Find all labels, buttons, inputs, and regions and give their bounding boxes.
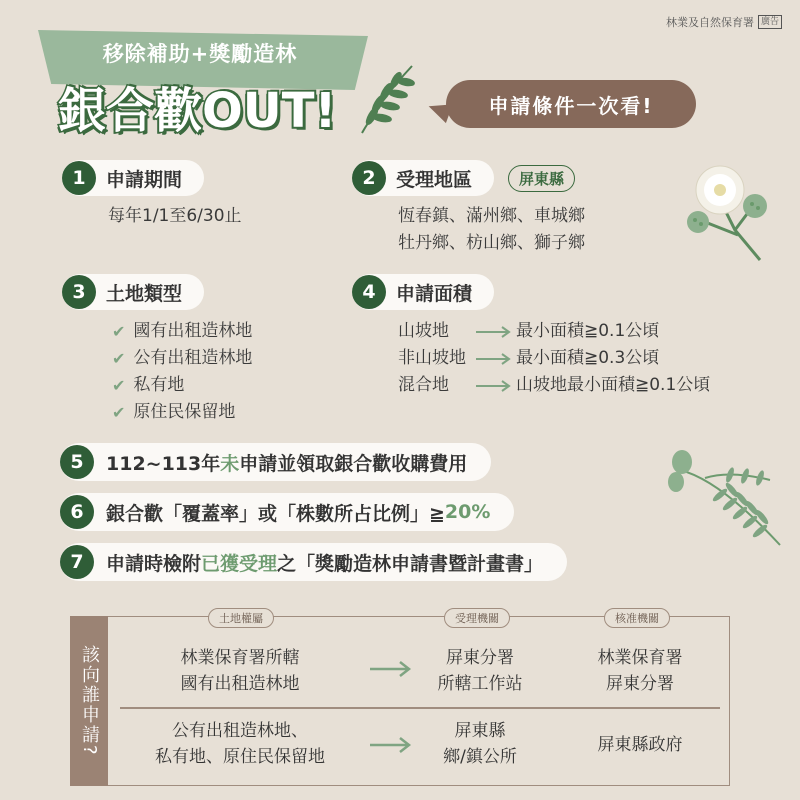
- column-header: 受理機關: [444, 608, 510, 628]
- section-number: 1: [62, 161, 96, 195]
- owner-cell: 林業保育署所轄 國有出租造林地: [180, 648, 300, 694]
- check-icon: ✔: [112, 349, 126, 368]
- list-item: ✔ 原住民保留地: [112, 399, 252, 426]
- arrow-right-icon: [476, 380, 512, 392]
- approve-cell: 屏東縣政府: [597, 735, 683, 755]
- service-areas: [398, 203, 585, 257]
- section-4-header: [352, 274, 494, 310]
- area-line: 恆春鎮、滿州鄉、車城鄉: [398, 206, 585, 226]
- list-item: ✔ 私有地: [112, 372, 252, 399]
- column-header: 土地權屬: [208, 608, 274, 628]
- speech-bubble: 申請條件一次看!: [446, 80, 696, 128]
- agency-label: [666, 14, 782, 30]
- approve-cell: 林業保育署 屏東分署: [597, 648, 683, 694]
- agency-name: 林業及自然保育署: [665, 16, 754, 29]
- subtitle: 移除補助+獎勵造林: [102, 42, 298, 66]
- list-item: ✔ 公有出租造林地: [112, 345, 252, 372]
- area-line: 牡丹鄉、枋山鄉、獅子鄉: [398, 233, 585, 253]
- area-row: 混合地 山坡地最小面積≧0.1公頃: [398, 375, 711, 395]
- condition-text: 申請時檢附 已獲受理 之「獎勵造林申請書暨計畫書」: [60, 543, 567, 581]
- arrow-right-icon: [370, 736, 412, 754]
- arrow-right-icon: [476, 326, 512, 338]
- section-number: 7: [60, 545, 94, 579]
- section-number: 4: [352, 275, 386, 309]
- section-title: 申請面積: [352, 274, 494, 310]
- area-row: 非山坡地 最小面積≧0.3公頃: [398, 348, 660, 368]
- area-row: 山坡地 最小面積≧0.1公頃: [398, 321, 660, 341]
- land-type-list: [112, 318, 252, 426]
- owner-cell: 公有出租造林地、 私有地、原住民保留地: [155, 721, 325, 767]
- condition-text: 銀合歡「覆蓋率」或「株數所占比例」≧ 20%: [60, 493, 514, 531]
- fern-icon: [352, 58, 422, 138]
- row-divider: [120, 707, 720, 709]
- section-number: 5: [60, 445, 94, 479]
- section-title: 受理地區: [352, 160, 494, 196]
- section-3-header: [62, 274, 204, 310]
- check-icon: ✔: [112, 322, 126, 341]
- list-item: ✔ 國有出租造林地: [112, 318, 252, 345]
- accept-cell: 屏東縣 鄉/鎮公所: [443, 721, 517, 767]
- flower-icon: [680, 160, 780, 270]
- main-title: 銀合歡OUT!: [58, 83, 337, 139]
- column-header: 核准機關: [604, 608, 670, 628]
- arrow-right-icon: [370, 660, 412, 678]
- condition-5: [60, 443, 491, 481]
- application-period: 每年1/1至6/30止: [108, 206, 242, 226]
- section-title: 土地類型: [62, 274, 204, 310]
- section-number: 2: [352, 161, 386, 195]
- section-title: 申請期間: [62, 160, 204, 196]
- check-icon: ✔: [112, 403, 126, 422]
- condition-text: 112~113年 未 申請並領取銀合歡收購費用: [60, 443, 491, 481]
- section-number: 6: [60, 495, 94, 529]
- section-number: 3: [62, 275, 96, 309]
- check-icon: ✔: [112, 376, 126, 395]
- area-requirements: [398, 318, 710, 399]
- condition-7: [60, 543, 567, 581]
- plant-icon: [660, 440, 790, 550]
- table-side-label: 該向誰申請?: [70, 616, 108, 786]
- section-1-header: [62, 160, 204, 196]
- section-2-header: [352, 160, 575, 196]
- ad-badge: 廣告: [758, 15, 782, 29]
- county-tag: 屏東縣: [508, 165, 575, 192]
- arrow-right-icon: [476, 353, 512, 365]
- condition-6: [60, 493, 514, 531]
- accept-cell: 屏東分署 所轄工作站: [437, 648, 523, 694]
